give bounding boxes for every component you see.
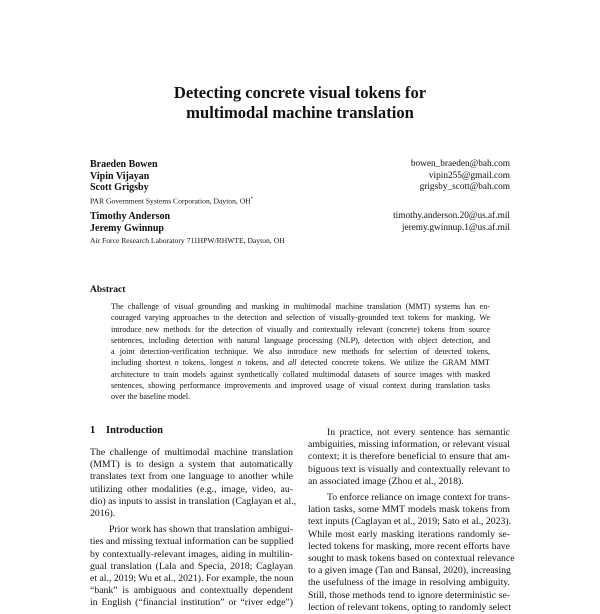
abstract-line: including shortest n tokens, longest n tokens, and all detected concrete tokens. We utilize the GRAM MMT <box>111 358 490 368</box>
abstract-line: couraged varying approaches to the detection and selection of visually-grounded text tokens for masking. We <box>111 313 490 323</box>
author-row <box>90 223 510 235</box>
affiliation-mark: * <box>250 197 254 202</box>
body-line: Prior work has shown that translation ambigui- <box>109 524 293 536</box>
author-email: timothy.anderson.20@us.af.mil <box>393 211 510 221</box>
author-email: bowen_braeden@bah.com <box>410 159 510 169</box>
body-line: to a given image (Tan and Bansal, 2020), increasing <box>308 565 511 577</box>
abstract-line: a joint detection-verification technique. We also introduce new methods for selection of detected tokens, <box>111 347 490 356</box>
body-line: biguous text is visually and contextually relevant to <box>308 463 510 475</box>
body-line: gual translation (Lala and Specia, 2018; Caglayan <box>90 560 293 572</box>
left-column <box>90 447 297 610</box>
body-line: Still, those methods tend to ignore deterministic se- <box>308 589 510 601</box>
affiliation: Air Force Research Laboratory 711HPW/RHWTE, Dayton, OH <box>90 235 285 245</box>
author-row <box>90 159 510 171</box>
abstract-line: The challenge of visual grounding and masking in multimodal machine translation (MMT) systems has en- <box>111 302 490 311</box>
abstract-line: over the baseline model. <box>111 392 191 401</box>
body-line: lection of relevant tokens, opting to randomly select <box>308 601 512 613</box>
author-group-2 <box>90 211 510 246</box>
author-name: Jeremy Gwinnup <box>90 222 164 234</box>
abstract-line: introduce new methods for the detection of visually and contextually relevant (concrete) tokens from source <box>111 324 490 334</box>
abstract-line: architecture to train models against synthetically collated multimodal datasets of source images with masked <box>111 369 490 379</box>
body-line: et al., 2019; Wu et al., 2021). For example, the noun <box>90 573 294 585</box>
body-line: ambiguities, missing information, or relevant visual <box>308 439 510 451</box>
body-line: “bank” is ambiguous and contextually dependent <box>90 585 293 597</box>
section-title: Introduction <box>106 425 163 436</box>
body-line: translates text from one language to another while <box>90 471 293 483</box>
abstract-line: sentences, including detection with natural language processing (NLP), detection with object detection, and <box>111 335 490 345</box>
body-line: dio) as inputs to assist in translation (Caglayan et al., <box>90 495 297 507</box>
body-line: The challenge of multimodal machine translation <box>90 447 293 458</box>
body-line: lation tasks, some MMT models mask tokens from <box>308 504 510 516</box>
body-line: utilizing other modalities (e.g., image, video, au- <box>90 483 293 495</box>
right-column <box>308 427 515 614</box>
title-line-1: Detecting concrete visual tokens for <box>173 83 427 102</box>
author-email: jeremy.gwinnup.1@us.af.mil <box>401 222 510 233</box>
author-row <box>90 182 510 194</box>
section-heading <box>90 425 163 436</box>
body-line: an associated image (Zhou et al., 2018). <box>308 475 464 487</box>
author-name: Scott Grigsby <box>90 182 149 193</box>
author-row <box>90 171 510 183</box>
author-name: Timothy Anderson <box>90 211 171 222</box>
body-line: in English (“financial institution” or “river edge”) <box>90 597 293 609</box>
abstract-line: sentences, showing performance improvements and improved usage of visual context during translation tasks <box>111 380 490 390</box>
affiliation: PAR Government Systems Corporation, Dayton, OH* <box>90 196 254 206</box>
section-number: 1 <box>90 425 96 436</box>
title-line-2: multimodal machine translation <box>186 103 414 122</box>
body-line: To enforce reliance on image context for trans- <box>327 492 511 504</box>
body-line: sought to mask tokens based on contextual relevance <box>308 553 515 565</box>
body-line: (MMT) is to design a system that automatically <box>90 459 293 471</box>
abstract-heading: Abstract <box>90 285 126 295</box>
body-line: 2016). <box>90 508 116 520</box>
paper-title <box>0 83 600 123</box>
body-line: ties and missing textual information can be supplied <box>90 536 294 548</box>
author-group-1 <box>90 159 510 207</box>
abstract-body <box>111 301 490 402</box>
body-line: While most early masking iterations randomly se- <box>308 528 510 540</box>
author-name: Vipin Vijayan <box>90 170 150 182</box>
body-line: lected tokens for masking, more recent efforts have <box>308 540 510 552</box>
body-line: context; it is therefore beneficial to ensure that am- <box>308 451 510 463</box>
author-row <box>90 211 510 223</box>
body-line: In practice, not every sentence has semantic <box>327 427 510 438</box>
body-line: text inputs (Caglayan et al., 2019; Sato et al., 2023). <box>308 516 512 528</box>
author-email: grigsby_scott@bah.com <box>419 182 510 192</box>
body-line: by contextually-relevant images, aiding in multilin- <box>90 548 293 560</box>
author-name: Braeden Bowen <box>90 159 158 170</box>
body-line: the usefulness of the image in resolving ambiguity. <box>308 577 510 589</box>
author-email: vipin255@gmail.com <box>428 170 510 181</box>
